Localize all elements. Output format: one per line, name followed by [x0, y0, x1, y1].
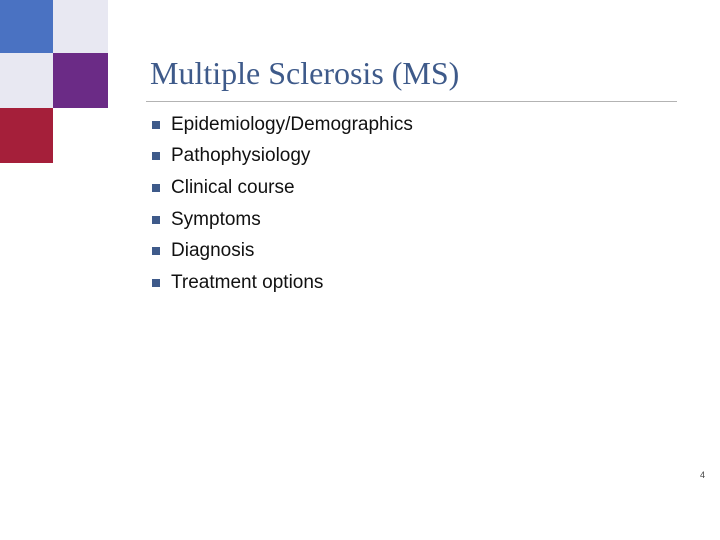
bullet-text: Clinical course [171, 176, 295, 198]
bullet-text: Treatment options [171, 271, 324, 293]
slide-title: Multiple Sclerosis (MS) [150, 55, 460, 91]
decorative-light-square [53, 0, 108, 53]
bullet-item [152, 235, 413, 267]
decorative-red-square [0, 108, 53, 163]
bullet-item [152, 267, 413, 299]
square-bullet-icon [152, 216, 160, 224]
square-bullet-icon [152, 184, 160, 192]
decorative-blue-square [0, 0, 53, 53]
bullet-text: Epidemiology/Demographics [171, 113, 413, 135]
bullet-text: Diagnosis [171, 240, 255, 262]
bullet-list [152, 109, 413, 299]
square-bullet-icon [152, 152, 160, 160]
square-bullet-icon [152, 247, 160, 255]
bullet-text: Symptoms [171, 208, 261, 230]
square-bullet-icon [152, 279, 160, 287]
bullet-item [152, 141, 413, 173]
page-number: 4 [699, 470, 705, 480]
decorative-light-square [0, 53, 53, 108]
bullet-item [152, 109, 413, 141]
decorative-purple-square [53, 53, 108, 108]
title-divider [146, 101, 677, 102]
bullet-item [152, 172, 413, 204]
bullet-text: Pathophysiology [171, 145, 311, 167]
bullet-item [152, 204, 413, 236]
square-bullet-icon [152, 121, 160, 129]
